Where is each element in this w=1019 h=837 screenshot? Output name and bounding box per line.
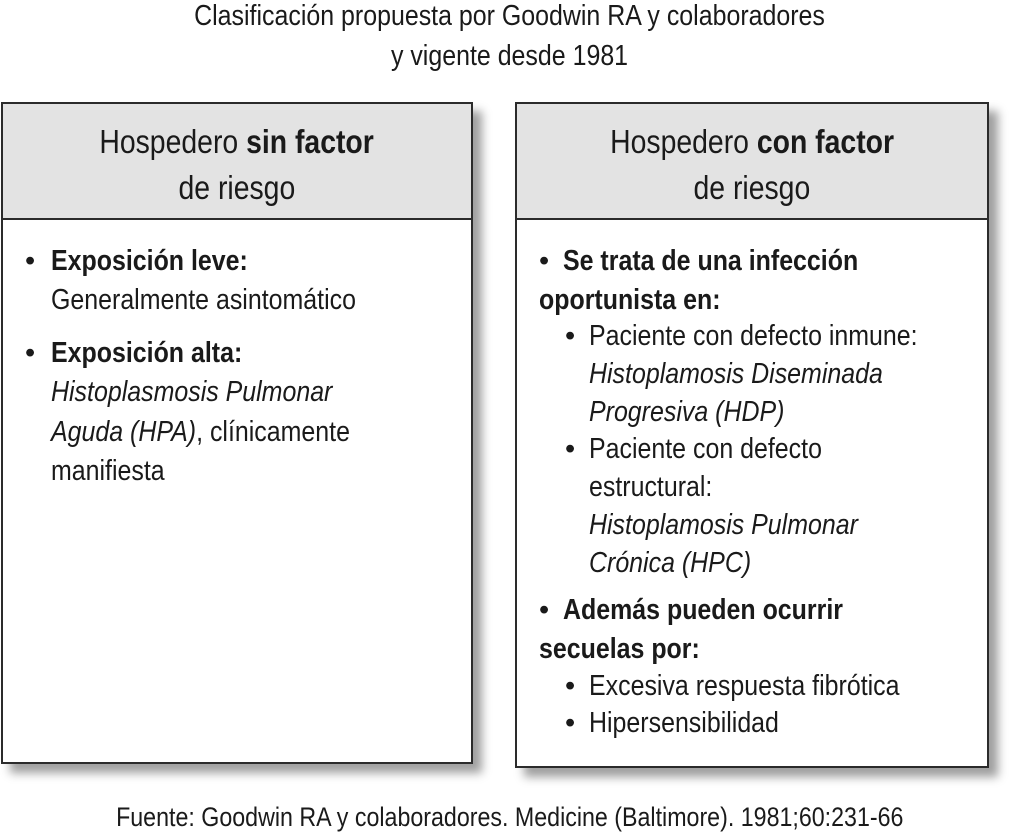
header-emphasis: con factor <box>756 123 894 160</box>
bullet-icon: • <box>565 670 576 702</box>
bullet-icon: • <box>25 245 36 277</box>
bullet-icon: • <box>25 337 36 369</box>
panel-header <box>3 104 471 220</box>
diagram-title-line-2: y vigente desde 1981 <box>390 40 629 72</box>
list-item-label: oportunista en: <box>539 284 721 316</box>
sub-item-text: Crónica (HPC) <box>589 547 752 579</box>
source-citation: Fuente: Goodwin RA y colaboradores. Medicine (Baltimore). 1981;60:231-66 <box>115 802 904 832</box>
header-emphasis: sin factor <box>246 123 375 160</box>
bullet-icon: • <box>539 245 550 277</box>
header-title: Hospedero con factor <box>610 123 894 160</box>
bullet-icon: • <box>565 320 576 352</box>
diagram-title-line-1: Clasificación propuesta por Goodwin RA y colaboradores <box>194 0 825 32</box>
list-item-text: Histoplasmosis Pulmonar <box>51 376 333 408</box>
sub-item-text: Histoplamosis Pulmonar <box>589 509 858 541</box>
panel-without-risk-factor <box>1 102 473 764</box>
bullet-icon: • <box>565 707 576 739</box>
header-title: Hospedero sin factor <box>99 123 375 160</box>
list-item-text: Aguda (HPA), clínicamente <box>51 416 350 448</box>
panel-with-risk-factor <box>515 102 989 768</box>
sub-item-text: Excesiva respuesta fibrótica <box>589 670 900 702</box>
sub-item-text: Paciente con defecto inmune: <box>589 320 918 352</box>
list-item-text: Generalmente asintomático <box>51 284 356 316</box>
sub-item-text: Histoplamosis Diseminada <box>589 358 883 390</box>
sub-item-text: estructural: <box>589 471 713 503</box>
list-item-label: Además pueden ocurrir <box>563 594 843 626</box>
bullet-icon: • <box>565 433 576 465</box>
header-subtitle: de riesgo <box>178 169 296 206</box>
panel-header <box>517 104 987 220</box>
sub-item-text: Progresiva (HDP) <box>589 396 785 428</box>
list-item-label: Exposición alta: <box>51 337 243 369</box>
sub-item-text: Hipersensibilidad <box>589 707 779 739</box>
list-item-text: manifiesta <box>51 455 165 487</box>
header-subtitle: de riesgo <box>693 169 811 206</box>
list-item-label: Se trata de una infección <box>563 245 859 277</box>
sub-item-text: Paciente con defecto <box>589 433 822 465</box>
bullet-icon: • <box>539 594 550 626</box>
list-item-label: secuelas por: <box>539 633 700 665</box>
list-item-label: Exposición leve: <box>51 245 248 277</box>
